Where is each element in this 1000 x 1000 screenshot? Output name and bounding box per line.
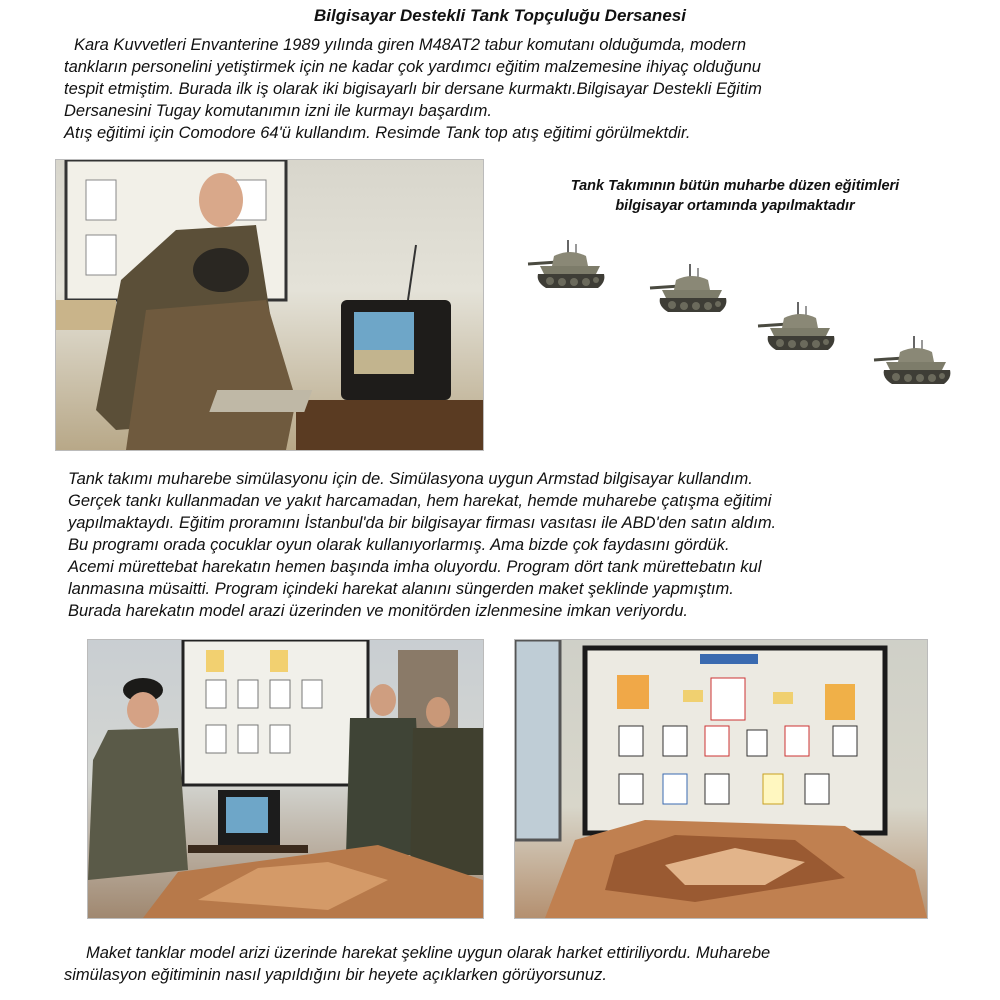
body-line: Burada harekatın model arazi üzerinden ve monitörden izlenmesine imkan veriyordu. <box>68 602 688 620</box>
closing-paragraph <box>64 942 944 986</box>
body-line: yapılmaktaydı. Eğitim proramını İstanbul'da bir bilgisayar firması vasıtası ile ABD'den satın aldım. <box>68 514 777 532</box>
tank-icon <box>526 238 606 294</box>
body-line: lanmasına müsaitti. Program içindeki harekat alanını süngerden maket şeklinde yapmıştım. <box>68 580 734 598</box>
body-line: Bu programı orada çocuklar oyun olarak kullanıyorlarmış. Ama bizde çok faydasını gördük. <box>68 536 730 554</box>
page-title: Bilgisayar Destekli Tank Topçuluğu Dersanesi <box>314 6 686 25</box>
photo-terrain-model <box>515 640 927 918</box>
intro-line: tankların personelini yetiştirmek için ne kadar çok yardımcı eğitim malzemesine ihiyaç olduğunu <box>64 58 761 76</box>
intro-line: Atış eğitimi için Comodore 64'ü kullandım. Resimde Tank top atış eğitimi görülmektdir. <box>64 124 691 142</box>
caption-line: bilgisayar ortamında yapılmaktadır <box>615 198 855 214</box>
body-line: Acemi mürettebat harekatın hemen başında imha oluyordu. Program dört tank mürettebatın kul <box>68 558 762 576</box>
tank-icon <box>648 262 728 318</box>
tank-icon <box>872 334 952 390</box>
body-line: Tank takımı muharebe simülasyonu için de. Simülasyona uygun Armstad bilgisayar kullandım. <box>68 470 753 488</box>
tank-caption <box>510 176 960 216</box>
photo-gunnery-training <box>56 160 483 450</box>
intro-line: Kara Kuvvetleri Envanterine 1989 yılında giren M48AT2 tabur komutanı olduğumda, modern <box>74 36 746 54</box>
photo-briefing-image <box>88 640 483 918</box>
body-line: Gerçek tankı kullanmadan ve yakıt harcamadan, hem harekat, hemde muharebe çatışma eğitimi <box>68 492 772 510</box>
closing-line: Maket tanklar model arizi üzerinde harekat şekline uygun olarak harket ettiriliyordu. Muharebe <box>86 944 771 962</box>
photo-terrain-model-image <box>515 640 927 918</box>
photo-gunnery-training-image <box>56 160 483 450</box>
body-paragraph <box>68 468 948 622</box>
intro-line: tespit etmiştim. Burada ilk iş olarak iki bigisayarlı bir dersane kurmaktı.Bilgisayar Destekli Eğitim <box>64 80 762 98</box>
closing-line: simülasyon eğitiminin nasıl yapıldığını bir heyete açıklarken görüyorsunuz. <box>64 966 607 984</box>
photo-briefing <box>88 640 483 918</box>
caption-line: Tank Takımının bütün muharbe düzen eğitimleri <box>570 178 900 194</box>
intro-line: Dersanesini Tugay komutanımın izni ile kurmayı başardım. <box>64 102 492 120</box>
intro-paragraph <box>64 34 944 144</box>
tank-icon <box>756 300 836 356</box>
